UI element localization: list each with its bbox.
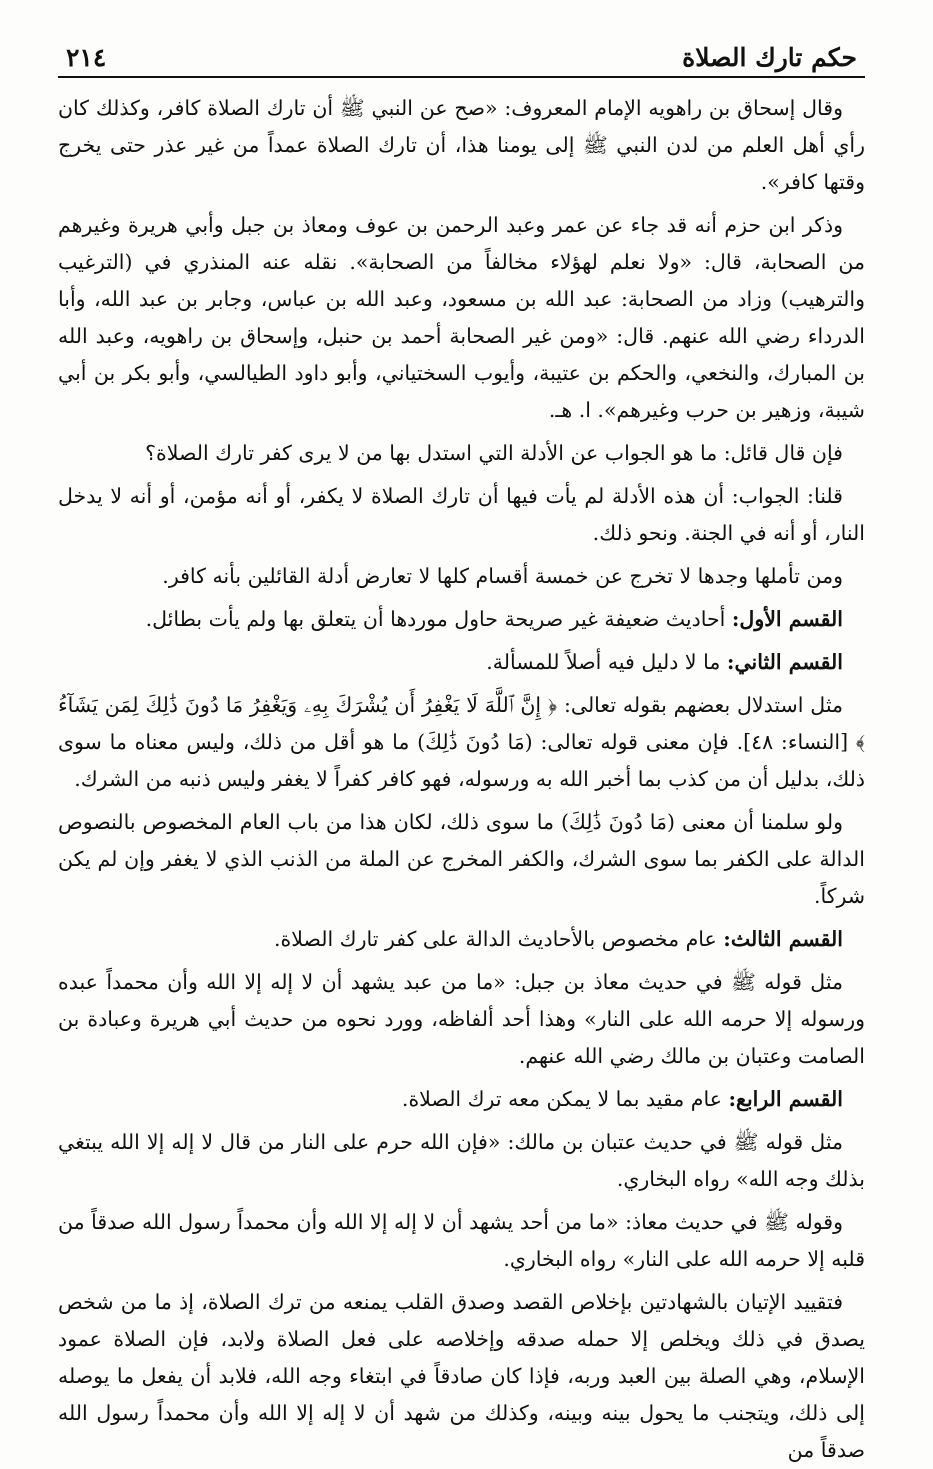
- paragraph-13: مثل قوله ﷺ في حديث عتبان بن مالك: «فإن الله حرم على النار من قال لا إله إلا الله يبتغي بذلك وجه الله» رواه البخاري.: [58, 1130, 865, 1191]
- paragraph-15: فتقييد الإتيان بالشهادتين بإخلاص القصد وصدق القلب يمنعه من ترك الصلاة، إذ ما من شخص يصدق في ذلك ويخلص إلا حمله صدقه وإخلاصه على فعل الصلاة ولابد، فإن الصلاة عمود الإسلام، وهي الصلة بين العبد وربه، فإذا كان صادقاً في ابتغاء وجه الله، فلابد أن يفعل ما يوصله إلى ذلك، ويتجنب ما يحول بينه وبينه، وكذلك من شهد أن لا إله إلا الله وأن محمداً رسول الله صدقاً من: [58, 1290, 865, 1462]
- section-heading: القسم الأول:: [731, 607, 843, 631]
- section-4: القسم الرابع: عام مقيد بما لا يمكن معه ترك الصلاة.: [401, 1087, 843, 1111]
- paragraph-4: قلنا: الجواب: أن هذه الأدلة لم يأت فيها أن تارك الصلاة لا يكفر، أو أنه مؤمن، أو أنه لا يدخل النار، أو أنه في الجنة. ونحو ذلك.: [58, 484, 865, 545]
- section-heading: القسم الرابع:: [728, 1087, 843, 1111]
- section-heading: القسم الثالث:: [723, 927, 843, 951]
- paragraph-quran-example: مثل استدلال بعضهم بقوله تعالى: ﴿ إِنَّ ٱللَّهَ لَا يَغْفِرُ أَن يُشْرَكَ بِهِۦ وَيَغْفِرُ مَا دُونَ ذَٰلِكَ لِمَن يَشَآءُ ﴾ [النساء: ٤٨]. فإن معنى قوله تعالى: (مَا دُونَ ذَٰلِكَ) ما هو أقل من ذلك، وليس معناه ما سوى ذلك، بدليل أن من كذب بما أخبر الله به ورسوله، فهو كافر كفراً لا يغفر وليس ذنبه من الشرك.: [58, 693, 865, 791]
- paragraph-3: فإن قال قائل: ما هو الجواب عن الأدلة التي استدل بها من لا يرى كفر تارك الصلاة؟: [145, 441, 843, 465]
- paragraph-9: ولو سلمنا أن معنى (مَا دُونَ ذَٰلِكَ) ما سوى ذلك، لكان هذا من باب العام المخصوص بالنصوص الدالة على الكفر بما سوى الشرك، والكفر المخرج عن الملة من الذنب الذي لا يغفر وإن لم يكن شركاً.: [58, 810, 865, 908]
- paragraph-2: وذكر ابن حزم أنه قد جاء عن عمر وعبد الرحمن بن عوف ومعاذ بن جبل وأبي هريرة وغيرهم من الصحابة، قال: «ولا نعلم لهؤلاء مخالفاً من الصحابة». نقله عنه المنذري في (الترغيب والترهيب) وزاد من الصحابة: عبد الله بن مسعود، وعبد الله بن عباس، وجابر بن عبد الله، وأبا الدرداء رضي الله عنهم. قال: «ومن غير الصحابة أحمد بن حنبل، وإسحاق بن راهويه، وعبد الله بن المبارك، والنخعي، والحكم بن عتيبة، وأيوب السختياني، وأبو داود الطيالسي، وأبو بكر بن أبي شيبة، وزهير بن حرب وغيرهم». ا. هـ.: [58, 213, 865, 422]
- section-1: القسم الأول: أحاديث ضعيفة غير صريحة حاول موردها أن يتعلق بها ولم يأت بطائل.: [145, 607, 843, 631]
- paragraph-14: وقوله ﷺ في حديث معاذ: «ما من أحد يشهد أن لا إله إلا الله وأن محمداً رسول الله صدقاً من قلبه إلا حرمه الله على النار» رواه البخاري.: [58, 1210, 865, 1271]
- page-header: [58, 30, 865, 78]
- section-2: القسم الثاني: ما لا دليل فيه أصلاً للمسألة.: [486, 650, 843, 674]
- section-3: القسم الثالث: عام مخصوص بالأحاديث الدالة على كفر تارك الصلاة.: [273, 927, 843, 951]
- page-body: [58, 90, 865, 1469]
- page-number: ٢١٤: [66, 43, 107, 72]
- paragraph-5: ومن تأملها وجدها لا تخرج عن خمسة أقسام كلها لا تعارض أدلة القائلين بأنه كافر.: [162, 564, 843, 588]
- section-heading: القسم الثاني:: [726, 650, 843, 674]
- paragraph-1: وقال إسحاق بن راهويه الإمام المعروف: «صح عن النبي ﷺ أن تارك الصلاة كافر، وكذلك كان رأي أهل العلم من لدن النبي ﷺ إلى يومنا هذا، أن تارك الصلاة عمداً من غير عذر حتى يخرج وقتها كافر».: [58, 96, 865, 194]
- paragraph-11: مثل قوله ﷺ في حديث معاذ بن جبل: «ما من عبد يشهد أن لا إله إلا الله وأن محمداً عبده ورسوله إلا حرمه الله على النار» وهذا أحد ألفاظه، وورد نحوه من حديث أبي هريرة وعبادة بن الصامت وعتبان بن مالك رضي الله عنهم.: [58, 970, 865, 1068]
- running-title: حكم تارك الصلاة: [682, 43, 857, 72]
